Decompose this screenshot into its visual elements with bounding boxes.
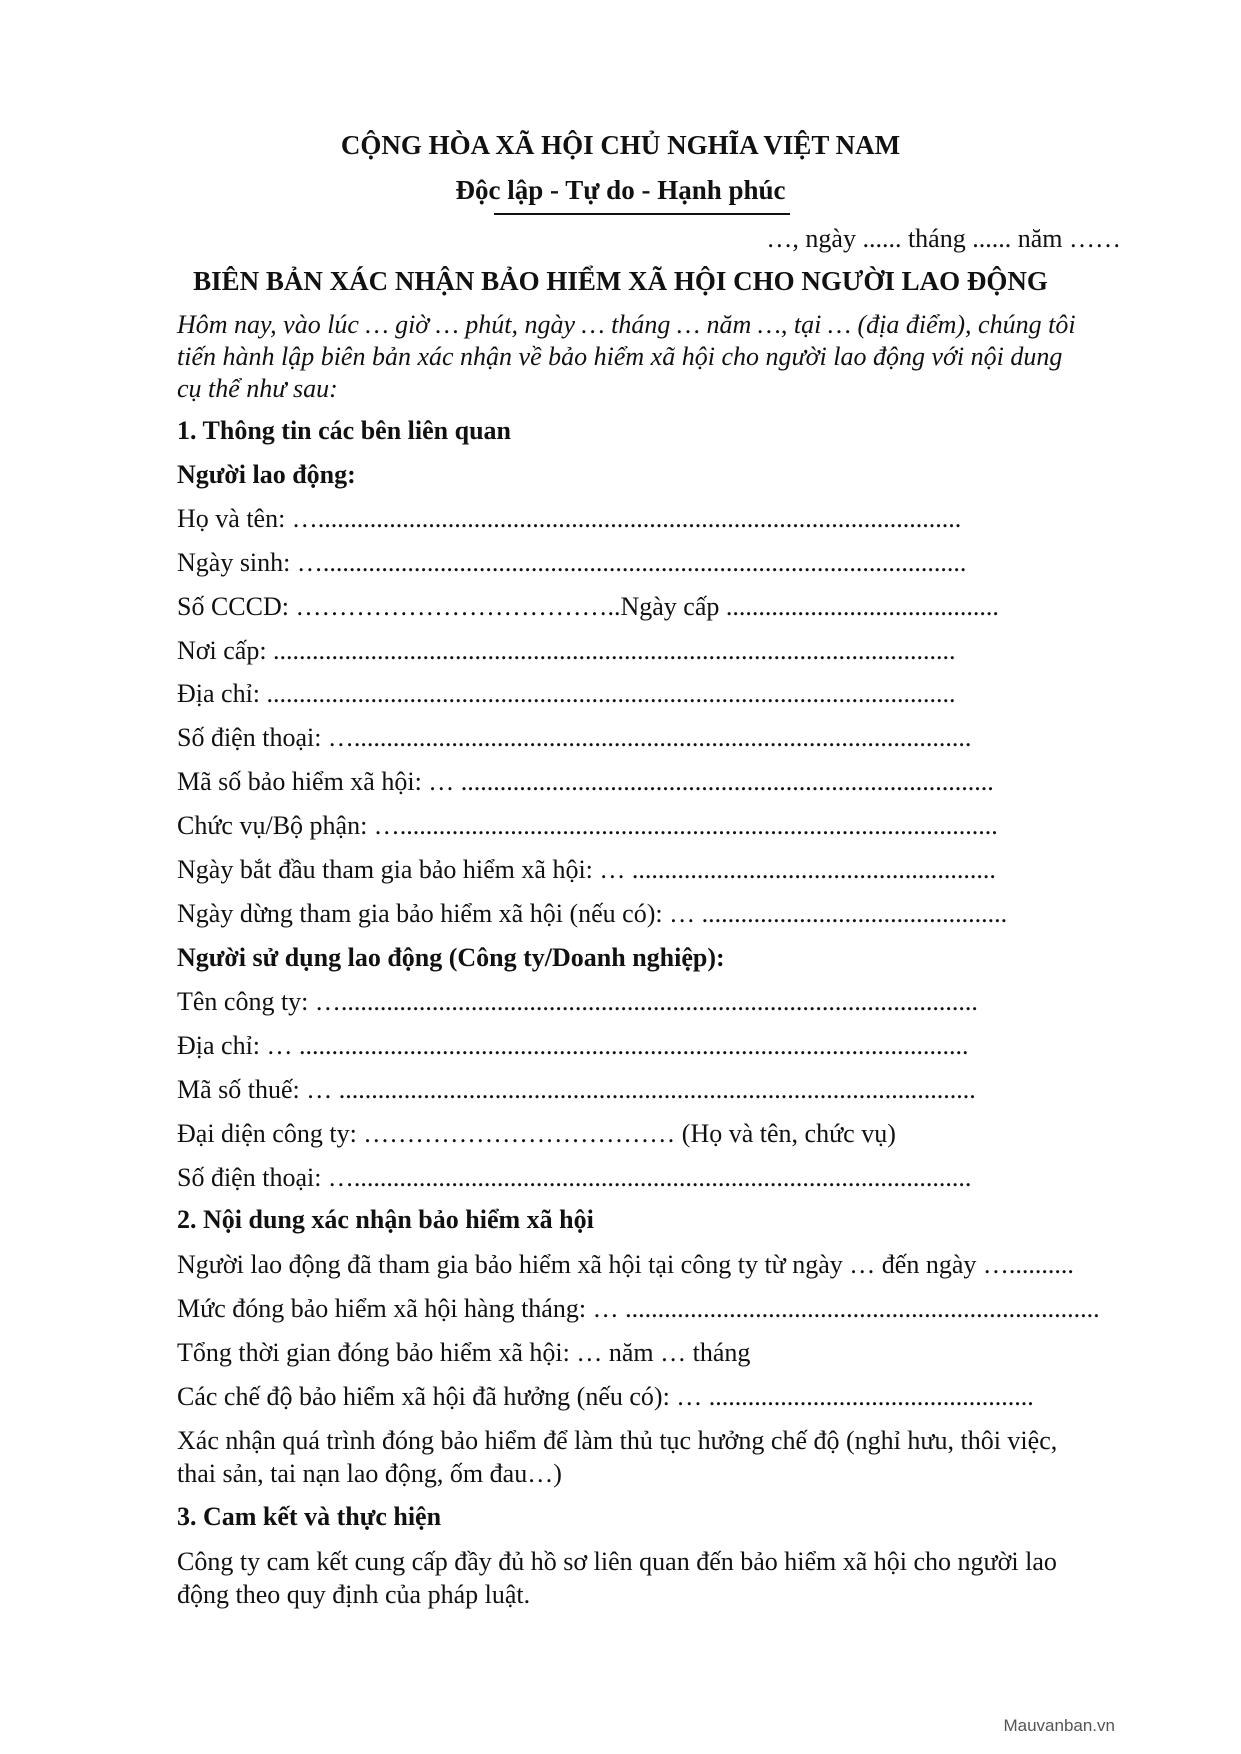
field-company-address: Địa chỉ: … ....................................................................................................... [177, 1031, 969, 1060]
motto: Độc lập - Tự do - Hạnh phúc [455, 175, 786, 205]
field-full-name: Họ và tên: …................................................................................................... [177, 504, 962, 533]
section2-line-5: Xác nhận quá trình đóng bảo hiểm để làm thủ tục hưởng chế độ (nghỉ hưu, thôi việc, [177, 1426, 1058, 1455]
section2-line-2: Mức đóng bảo hiểm xã hội hàng tháng: … ......................................................................... [177, 1294, 1100, 1323]
field-phone: Số điện thoại: …............................................................................................... [177, 723, 972, 752]
field-tax-code: Mã số thuế: … .................................................................................................. [177, 1075, 976, 1104]
field-issue-place: Nơi cấp: ......................................................................................................... [177, 636, 956, 665]
document-title: BIÊN BẢN XÁC NHẬN BẢO HIỂM XÃ HỘI CHO NGƯỜI LAO ĐỘNG [193, 266, 1048, 296]
field-start-date: Ngày bắt đầu tham gia bảo hiểm xã hội: … ........................................................ [177, 855, 996, 884]
date-line: …, ngày ...... tháng ...... năm …… [766, 224, 1121, 253]
motto-underline [494, 213, 790, 215]
field-representative: Đại diện công ty: ……………………………… (Họ và tên, chức vụ) [177, 1119, 896, 1148]
field-end-date: Ngày dừng tham gia bảo hiểm xã hội (nếu có): … ............................................... [177, 899, 1008, 928]
site-watermark: Mauvanban.vn [1003, 1716, 1115, 1735]
intro-line-1: Hôm nay, vào lúc … giờ … phút, ngày … tháng … năm …, tại … (địa điểm), chúng tôi [177, 310, 1076, 339]
intro-line-3: cụ thể như sau: [177, 374, 338, 403]
field-insurance-number: Mã số bảo hiểm xã hội: … .................................................................................. [177, 767, 994, 796]
field-birth-date: Ngày sinh: …................................................................................................... [177, 548, 967, 577]
employer-heading: Người sử dụng lao động (Công ty/Doanh nghiệp): [177, 943, 725, 972]
field-company-name: Tên công ty: ….................................................................................................. [177, 987, 978, 1016]
employee-heading: Người lao động: [177, 460, 356, 489]
section1-heading: 1. Thông tin các bên liên quan [177, 416, 512, 445]
field-company-phone: Số điện thoại: …............................................................................................... [177, 1163, 972, 1192]
section3-line-1: Công ty cam kết cung cấp đầy đủ hồ sơ liên quan đến bảo hiểm xã hội cho người lao [177, 1547, 1057, 1576]
intro-line-2: tiến hành lập biên bản xác nhận về bảo hiểm xã hội cho người lao động với nội dung [177, 342, 1063, 371]
section3-line-2: động theo quy định của pháp luật. [177, 1580, 531, 1609]
field-id-card: Số CCCD: ………………………………..Ngày cấp .......................................... [177, 592, 999, 621]
section2-line-3: Tổng thời gian đóng bảo hiểm xã hội: … năm … tháng [177, 1338, 751, 1367]
section2-line-1: Người lao động đã tham gia bảo hiểm xã hội tại công ty từ ngày … đến ngày ….......... [177, 1250, 1074, 1279]
section2-heading: 2. Nội dung xác nhận bảo hiểm xã hội [177, 1205, 594, 1234]
section2-line-6: thai sản, tai nạn lao động, ốm đau…) [177, 1459, 562, 1488]
field-address: Địa chỉ: .......................................................................................................... [177, 679, 956, 708]
section3-heading: 3. Cam kết và thực hiện [177, 1502, 442, 1531]
national-title: CỘNG HÒA XÃ HỘI CHỦ NGHĨA VIỆT NAM [340, 130, 901, 160]
section2-line-4: Các chế độ bảo hiểm xã hội đã hưởng (nếu có): … .................................................. [177, 1382, 1034, 1411]
field-position: Chức vụ/Bộ phận: …............................................................................................ [177, 811, 998, 840]
